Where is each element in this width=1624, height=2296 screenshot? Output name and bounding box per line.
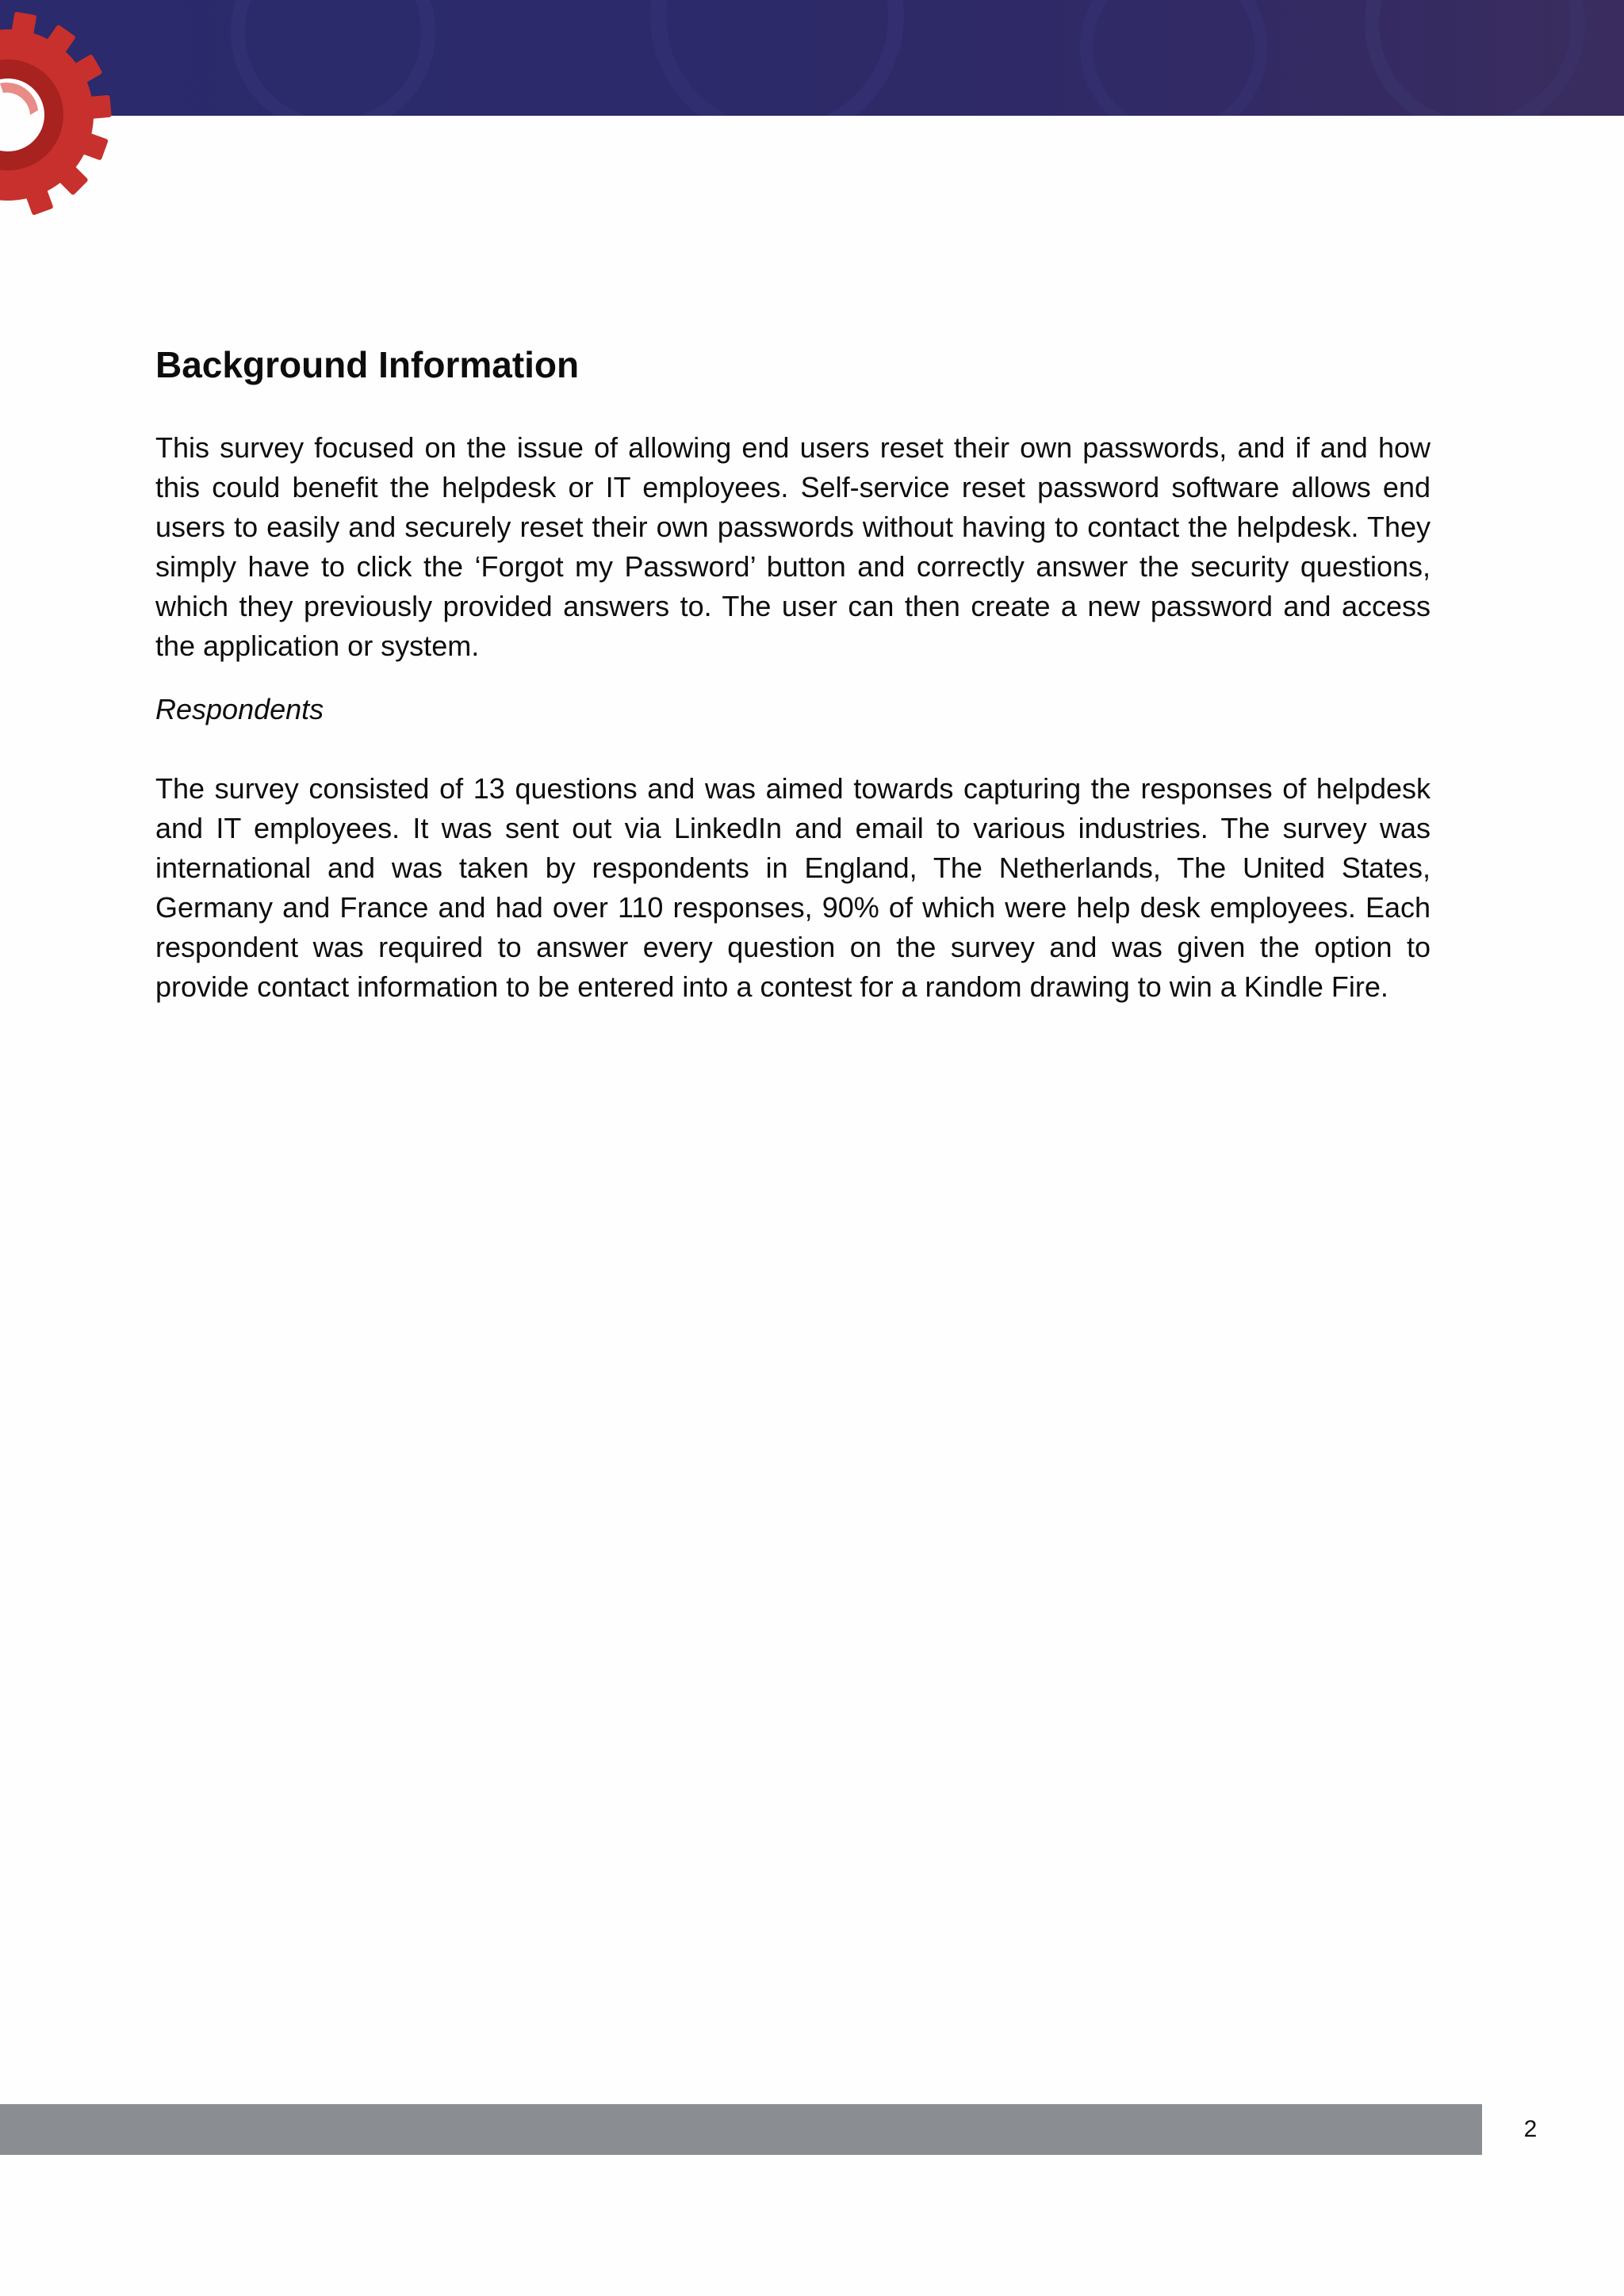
section-heading: Background Information bbox=[155, 344, 580, 385]
background-paragraph: This survey focused on the issue of allowing end users reset their own passwords, and if and how this could benefit the helpdesk or IT employees. Self-service reset password software allows end users to easily and securely reset their own passwords without having to contact the helpdesk. They simply have to click the ‘Forgot my Password’ button and correctly answer the security questions, which they previously provided answers to. The user can then create a new password and access the application or system. bbox=[155, 431, 1431, 662]
header-banner bbox=[0, 0, 1624, 116]
gear-icon bbox=[0, 0, 127, 230]
document-body bbox=[155, 341, 1431, 1007]
respondents-subheading: Respondents bbox=[155, 693, 324, 725]
page-number: 2 bbox=[1523, 2116, 1538, 2142]
respondents-paragraph: The survey consisted of 13 questions and was aimed towards capturing the responses of helpdesk and IT employees. It was sent out via LinkedIn and email to various industries. The survey was international and was taken by respondents in England, The Netherlands, The United States, Germany and France and had over 110 responses, 90% of which were help desk employees. Each respondent was required to answer every question on the survey and was given the option to provide contact information to be entered into a contest for a random drawing to win a Kindle Fire. bbox=[155, 772, 1431, 1003]
footer-bar bbox=[0, 2104, 1482, 2155]
banner-texture bbox=[0, 0, 1624, 116]
